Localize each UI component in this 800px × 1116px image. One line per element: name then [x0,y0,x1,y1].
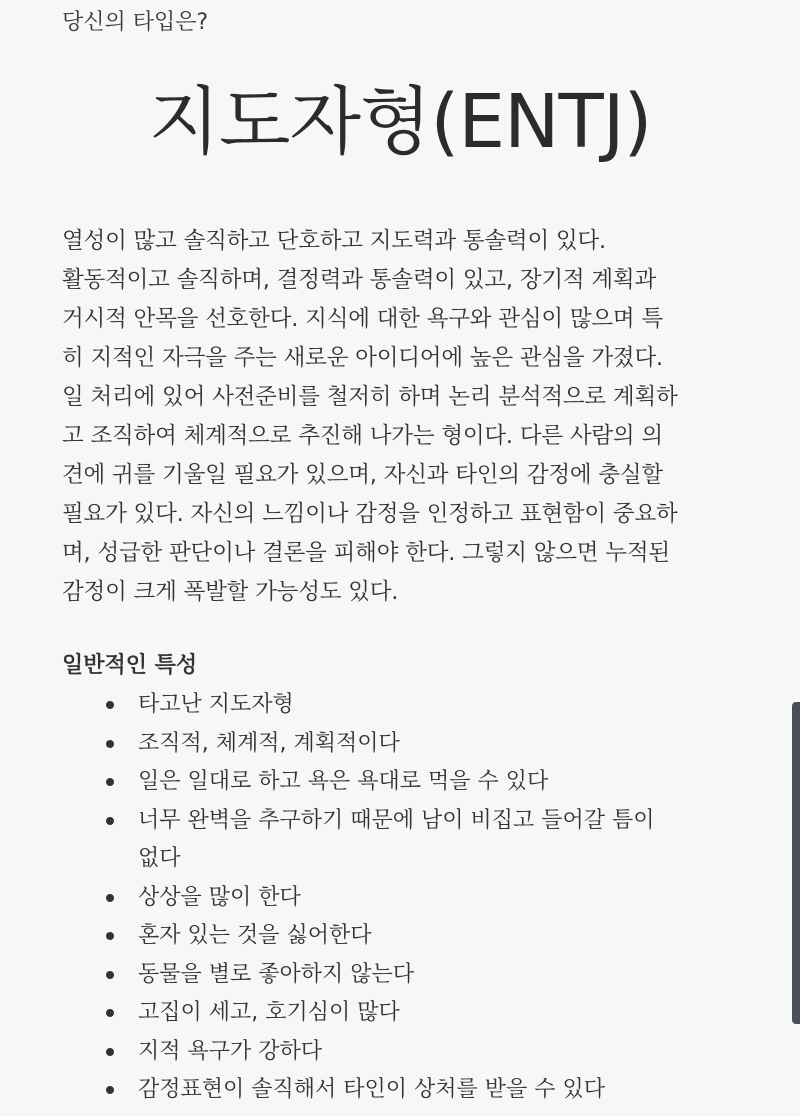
list-item [104,956,784,995]
list-item [104,1071,784,1110]
list-item [104,802,784,879]
list-item [104,879,784,918]
description-line: 며, 성급한 판단이나 결론을 피해야 한다. 그렇지 않으면 누적된 [62,540,670,566]
description-line: 활동적이고 솔직하며, 결정력과 통솔력이 있고, 장기적 계획과 [62,267,656,293]
bullet-icon [106,701,114,709]
bullet-icon [106,1009,114,1017]
description-line: 거시적 안목을 선호한다. 지식에 대한 욕구와 관심이 많으며 특 [62,306,663,332]
question-label: 당신의 타입은? [62,10,209,35]
traits-list [104,686,784,1110]
list-item-text: 조직적, 체계적, 계획적이다 [138,730,400,756]
list-item-text: 타고난 지도자형 [138,692,294,717]
list-item [104,686,784,725]
list-item-text-continued: 없다 [138,846,181,871]
list-item [104,917,784,956]
bullet-icon [106,971,114,979]
traits-heading: 일반적인 특성 [62,653,198,678]
list-item [104,763,784,802]
description-line: 일 처리에 있어 사전준비를 철저히 하며 논리 분석적으로 계획하 [62,384,678,410]
list-item-text: 일은 일대로 하고 욕은 욕대로 먹을 수 있다 [138,769,549,794]
description-line: 감정이 크게 폭발할 가능성도 있다. [62,579,399,605]
bullet-icon [106,1086,114,1094]
description-line: 열성이 많고 솔직하고 단호하고 지도력과 통솔력이 있다. [62,228,606,254]
bullet-icon [106,740,114,748]
description [62,222,762,612]
list-item-text: 지적 욕구가 강하다 [138,1038,323,1064]
description-line: 필요가 있다. 자신의 느낌이나 감정을 인정하고 표현함이 중요하 [62,501,678,527]
description-line: 견에 귀를 기울일 필요가 있으며, 자신과 타인의 감정에 충실할 [62,462,663,488]
description-line: 고 조직하여 체계적으로 추진해 나가는 형이다. 다른 사람의 의 [62,423,663,449]
list-item-text: 감정표현이 솔직해서 타인이 상처를 받을 수 있다 [138,1077,606,1102]
list-item-text: 상상을 많이 한다 [138,884,301,910]
list-item [104,725,784,764]
list-item-text: 혼자 있는 것을 싫어한다 [138,923,372,948]
bullet-icon [106,1048,114,1056]
list-item-text: 동물을 별로 좋아하지 않는다 [138,961,415,987]
page-title: 지도자형(ENTJ) [148,79,652,165]
scrollbar-thumb[interactable] [792,702,800,1024]
bullet-icon [106,817,114,825]
bullet-icon [106,932,114,940]
bullet-icon [106,778,114,786]
list-item [104,994,784,1033]
description-line: 히 지적인 자극을 주는 새로운 아이디어에 높은 관심을 가졌다. [62,345,663,371]
list-item [104,1033,784,1072]
list-item-text: 너무 완벽을 추구하기 때문에 남이 비집고 들어갈 틈이 [138,807,655,833]
bullet-icon [106,894,114,902]
list-item-text: 고집이 세고, 호기심이 많다 [138,1000,400,1025]
